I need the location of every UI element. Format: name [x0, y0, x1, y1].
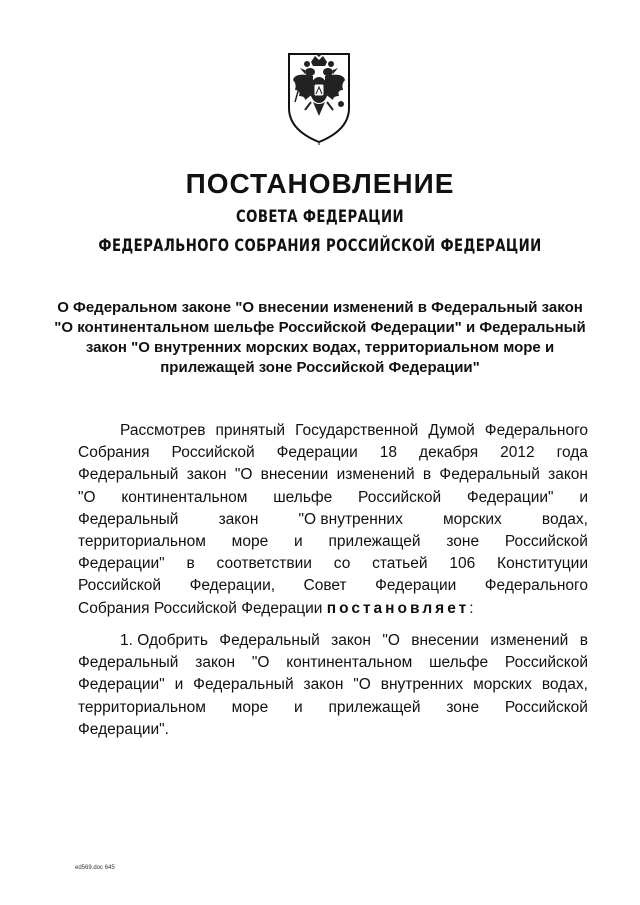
heading-line: О Федеральном законе "О внесении изменений в Федеральный закон [57, 299, 583, 316]
word: закон [303, 676, 344, 694]
word: и [174, 676, 184, 694]
word: Федерации, [189, 577, 276, 595]
text-line [78, 630, 588, 652]
word: море [231, 698, 269, 716]
word: Рассмотрев [120, 422, 206, 439]
word: Федеральный [193, 676, 294, 694]
word: Конституции [497, 555, 588, 573]
word: закон [195, 654, 236, 672]
word: закон [218, 510, 259, 528]
word: шельфе [429, 654, 489, 672]
word: Федерации" [466, 488, 554, 506]
word: соответствии [216, 555, 312, 573]
word: "О [353, 676, 371, 694]
word: прилежащей [328, 533, 421, 551]
word: закон [331, 632, 371, 649]
word: в [422, 466, 432, 484]
word: принятый [215, 422, 286, 439]
word: "О [234, 466, 253, 484]
text-line: Федерации". [78, 720, 169, 738]
word: морских [442, 510, 502, 528]
issuer-line-2: ФЕДЕРАЛЬНОГО СОБРАНИЯ РОССИЙСКОЙ ФЕДЕРАЦИИ [98, 236, 542, 256]
word: Федеральный [439, 466, 540, 484]
word: шельфе [273, 488, 333, 506]
word: в [186, 555, 195, 573]
text-line [78, 553, 588, 575]
text-fragment: : [469, 599, 474, 617]
word: декабря [419, 444, 479, 462]
word: года [556, 444, 588, 462]
word: "О [251, 654, 270, 672]
word: континентальном [286, 654, 413, 672]
text-fragment: Собрания Российской Федерации [78, 599, 327, 617]
word: Российской [504, 533, 588, 551]
word: 106 [449, 555, 476, 573]
document-title: ПОСТАНОВЛЕНИЕ [185, 168, 455, 199]
word: Федерации" [78, 555, 165, 573]
word: "О внутренних [298, 510, 403, 528]
word: зоне [446, 698, 480, 716]
heading-line: закон "О внутренних морских водах, территориальном море и [85, 339, 555, 356]
word: водах, [541, 676, 588, 694]
word: 1. Одобрить [120, 632, 208, 649]
word: закон [186, 466, 227, 484]
resolution-heading [40, 298, 600, 378]
word: территориальном [78, 533, 206, 551]
text-line [78, 420, 588, 442]
word: внесении [260, 466, 329, 484]
word: Российской [358, 488, 442, 506]
heading-line: "О континентальном шельфе Российской Федерации" и Федеральный [54, 319, 586, 336]
paragraph-approve [78, 630, 588, 741]
heading-line: прилежащей зоне Российской Федерации" [160, 359, 480, 376]
word: территориальном [78, 698, 206, 716]
word: "О [382, 632, 400, 649]
word: Собрания [78, 444, 150, 462]
word: статьей [372, 555, 428, 573]
word: Совет [303, 577, 347, 595]
word: Российской [78, 577, 162, 595]
word: закон [548, 466, 588, 484]
text-line [78, 487, 588, 509]
text-line [78, 652, 588, 674]
text-line [78, 509, 588, 531]
word: морских [473, 676, 532, 694]
text-line [78, 464, 588, 486]
word: "О [78, 488, 96, 506]
word: Федерации" [78, 676, 165, 694]
word: изменений [490, 632, 569, 649]
word: внутренних [380, 676, 464, 694]
word: Федеральный [78, 466, 179, 484]
text-line [78, 442, 588, 464]
word: Федерального [484, 422, 588, 439]
word: со [333, 555, 351, 573]
issuer-line-1: СОВЕТА ФЕДЕРАЦИИ [236, 207, 404, 227]
word: и [294, 533, 303, 551]
text-line [78, 598, 588, 620]
word: море [231, 533, 269, 551]
word: Федерального [484, 577, 588, 595]
document-code: ed569.doc 645 [75, 865, 115, 871]
word: прилежащей [328, 698, 421, 716]
word: 2012 [500, 444, 535, 462]
text-line [78, 531, 588, 553]
word: Государственной [295, 422, 419, 439]
coat-of-arms-emblem-icon [283, 50, 355, 146]
word: и [294, 698, 303, 716]
word: водах, [541, 510, 588, 528]
word: внесении [411, 632, 479, 649]
word: Российской [504, 698, 588, 716]
word: зоне [446, 533, 480, 551]
text-line [78, 697, 588, 719]
word: 18 [379, 444, 398, 462]
text-line [78, 674, 588, 696]
text-line [78, 575, 588, 597]
word: Федерации [276, 444, 358, 462]
word: в [579, 632, 588, 649]
word: континентальном [121, 488, 248, 506]
paragraph-considered [78, 420, 588, 620]
word: Федерации [375, 577, 457, 595]
word: Российской [171, 444, 255, 462]
word: изменений [336, 466, 415, 484]
resolves-word: постановляет [326, 599, 470, 617]
word: Федеральный [78, 510, 179, 528]
word: Думой [428, 422, 475, 439]
word: Российской [504, 654, 588, 672]
word: Федеральный [78, 654, 179, 672]
word: и [579, 488, 588, 506]
word: Федеральный [219, 632, 320, 649]
